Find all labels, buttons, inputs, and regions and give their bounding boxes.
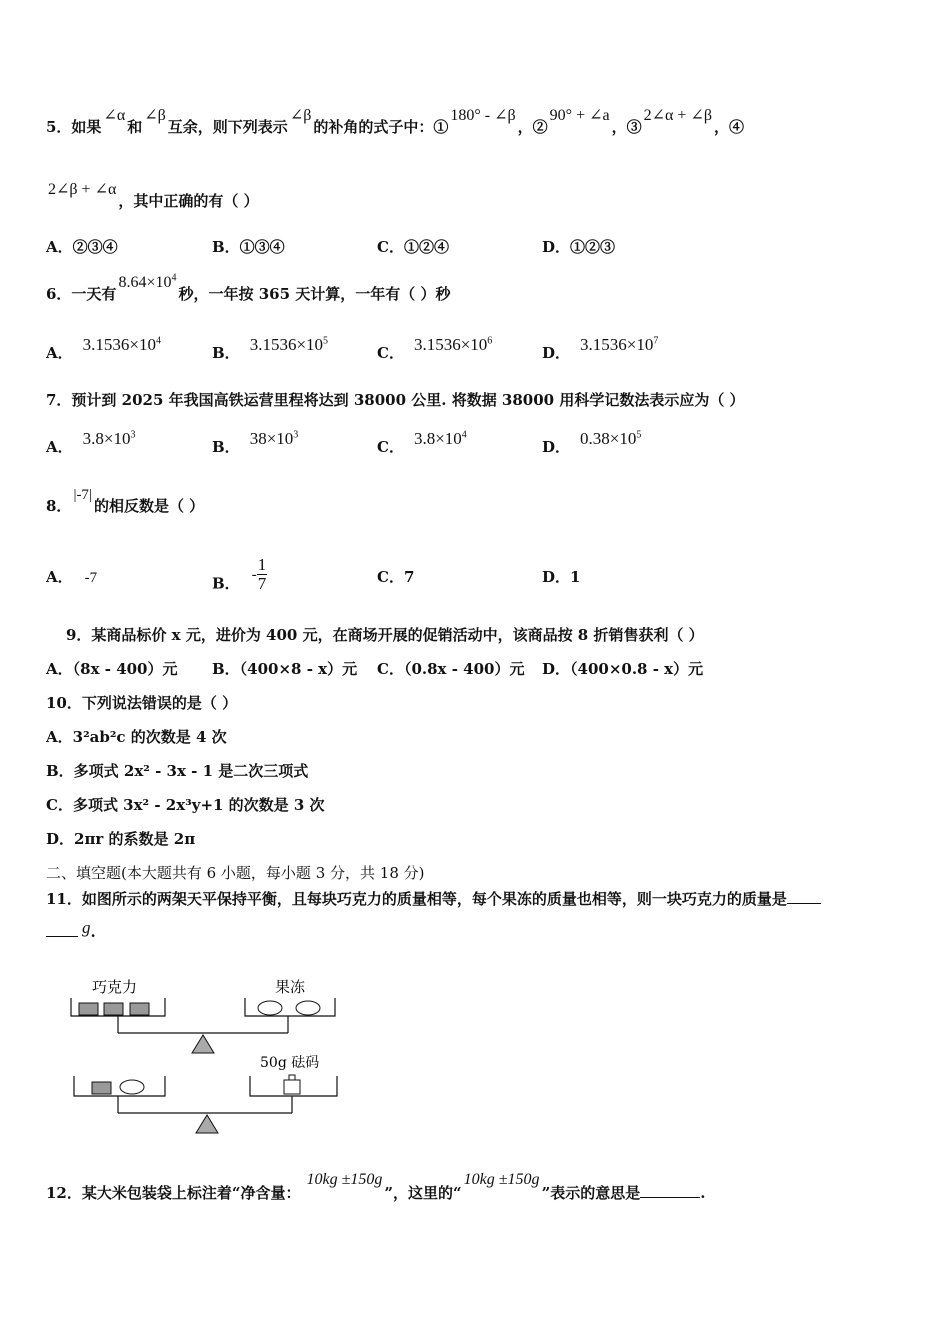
q10-text: 10．下列说法错误的是（ ） bbox=[46, 694, 238, 712]
q5-sep4: ，④ bbox=[713, 118, 744, 136]
q7-base-b: 38×10 bbox=[249, 429, 294, 448]
q6-exp-d: 7 bbox=[653, 335, 659, 347]
q9-text: 9．某商品标价 x 元，进价为 400 元，在商场开展的促销活动中，该商品按 8 折销售获利（ ） bbox=[66, 626, 704, 644]
weight-label: 50g 砝码 bbox=[260, 1055, 320, 1071]
jelly-1 bbox=[258, 1001, 282, 1015]
q7-value-a bbox=[83, 429, 136, 448]
q11-line2 bbox=[46, 918, 96, 942]
q7-base-c: 3.8×10 bbox=[413, 429, 462, 448]
q8-option-a[interactable] bbox=[46, 566, 97, 587]
q5-option-c[interactable]: C．①②④ bbox=[377, 238, 449, 256]
q7-option-c[interactable] bbox=[377, 429, 467, 457]
q7-option-d[interactable] bbox=[542, 429, 642, 457]
q7-base-d: 0.38×10 bbox=[580, 429, 637, 448]
jelly-3 bbox=[120, 1080, 144, 1094]
q8-line bbox=[46, 487, 205, 516]
q6-base-a: 3.1536×10 bbox=[82, 335, 156, 354]
q7-value-b bbox=[250, 429, 299, 448]
q8-label-b: B． bbox=[212, 574, 240, 593]
q6-number: 6．一天有 bbox=[46, 285, 117, 303]
q5-expr3: 2∠α + ∠β bbox=[643, 107, 712, 124]
q6-exp-a: 4 bbox=[155, 335, 161, 347]
angle-alpha: ∠α bbox=[103, 107, 126, 124]
q12-expr-2: 10kg ±150g bbox=[463, 1171, 540, 1188]
q5-option-a[interactable]: A．②③④ bbox=[46, 238, 118, 256]
chocolate-2 bbox=[104, 1003, 123, 1015]
q6-option-d[interactable] bbox=[542, 335, 659, 363]
q6-base-b: 3.1536×10 bbox=[249, 335, 324, 354]
angle-beta-2: ∠β bbox=[289, 107, 312, 124]
q8-label-a: A． bbox=[46, 568, 73, 586]
q5-expr1: 180° - ∠β bbox=[450, 107, 516, 124]
chocolate-label: 巧克力 bbox=[92, 978, 138, 996]
q6-value-b bbox=[250, 335, 328, 354]
q7-option-a[interactable] bbox=[46, 429, 136, 457]
q7-option-b[interactable] bbox=[212, 429, 299, 457]
q5-sep3: ，③ bbox=[611, 118, 642, 136]
q8-value-b-fraction bbox=[257, 556, 268, 593]
q7-label-d: D． bbox=[542, 438, 571, 456]
q6-expr bbox=[118, 274, 176, 291]
q6-option-b[interactable] bbox=[212, 335, 329, 363]
q11-unit: g bbox=[82, 918, 91, 937]
q8-number: 8． bbox=[46, 497, 72, 515]
q11-blank-2[interactable] bbox=[46, 924, 78, 937]
q9-option-b[interactable]: B．（400×8 - x）元 bbox=[212, 660, 358, 678]
chocolate-1 bbox=[79, 1003, 98, 1015]
q7-value-c bbox=[414, 429, 467, 448]
q8-tail: 的相反数是（ ） bbox=[93, 497, 205, 515]
q12-text3: ”表示的意思是 bbox=[541, 1184, 641, 1202]
q7-value-d bbox=[580, 429, 641, 448]
q8-abs-expr: |-7| bbox=[73, 487, 92, 503]
q11-line1 bbox=[46, 888, 821, 909]
q8-value-a: -7 bbox=[84, 570, 98, 586]
q6-exp-b: 5 bbox=[323, 335, 329, 347]
q6-value-d bbox=[580, 335, 658, 354]
balance-figure bbox=[60, 970, 350, 1145]
q5-option-b[interactable]: B．①③④ bbox=[212, 238, 285, 256]
q8-option-d[interactable] bbox=[542, 566, 580, 587]
q12-text1: 12．某大米包装袋上标注着“净含量： bbox=[46, 1184, 301, 1202]
q6-label-a: A． bbox=[46, 344, 73, 362]
q5-text1: 互余，则下列表示 bbox=[167, 118, 288, 136]
q6-tail: 秒，一年按 365 天计算，一年有（ ）秒 bbox=[178, 285, 451, 303]
q6-expr-base: 8.64×10 bbox=[118, 274, 172, 291]
q7-text: 7．预计到 2025 年我国高铁运营里程将达到 38000 公里. 将数据 38000 用科学记数法表示应为（ ） bbox=[46, 391, 745, 409]
q6-label-b: B． bbox=[212, 344, 240, 362]
q11-end: . bbox=[90, 923, 96, 941]
section-2-heading: 二、填空题(本大题共有 6 小题，每小题 3 分，共 18 分) bbox=[46, 864, 425, 882]
q10-option-c[interactable]: C．多项式 3x² - 2x³y+1 的次数是 3 次 bbox=[46, 796, 325, 814]
q6-option-c[interactable] bbox=[377, 335, 493, 363]
angle-beta: ∠β bbox=[144, 107, 166, 124]
q7-exp-c: 4 bbox=[461, 429, 467, 441]
q11-blank-1[interactable] bbox=[787, 891, 821, 904]
q5-option-d[interactable]: D．①②③ bbox=[542, 238, 616, 256]
q5-and: 和 bbox=[127, 118, 143, 136]
chocolate-3 bbox=[130, 1003, 149, 1015]
q7-exp-d: 5 bbox=[636, 429, 642, 441]
q10-option-d[interactable]: D．2πr 的系数是 2π bbox=[46, 830, 196, 848]
q7-exp-a: 3 bbox=[130, 429, 136, 441]
weight-handle bbox=[289, 1075, 295, 1080]
weight-block bbox=[284, 1080, 300, 1094]
q6-label-c: C． bbox=[377, 344, 404, 362]
chocolate-4 bbox=[92, 1082, 111, 1094]
q6-label-d: D． bbox=[542, 344, 571, 362]
q9-option-a[interactable]: A．（8x - 400）元 bbox=[46, 660, 178, 678]
q10-option-b[interactable]: B．多项式 2x² - 3x - 1 是二次三项式 bbox=[46, 762, 309, 780]
q5-line1 bbox=[46, 107, 744, 137]
q8-value-d: 1 bbox=[570, 568, 581, 586]
q8-label-c: C． bbox=[377, 568, 404, 586]
q5-sep2: ，② bbox=[517, 118, 548, 136]
q6-option-a[interactable] bbox=[46, 335, 161, 363]
fulcrum-2 bbox=[196, 1115, 218, 1133]
q5-expr4: 2∠β + ∠α bbox=[48, 181, 117, 198]
fulcrum-1 bbox=[192, 1035, 214, 1053]
q5-text2: 的补角的式子中：① bbox=[313, 118, 449, 136]
q8-option-b[interactable] bbox=[212, 555, 267, 603]
pan-left-2 bbox=[74, 1076, 165, 1096]
q7-base-a: 3.8×10 bbox=[82, 429, 131, 448]
q5-number: 5．如果 bbox=[46, 118, 102, 136]
jelly-2 bbox=[296, 1001, 320, 1015]
q12-expr: 10kg ±150g bbox=[306, 1171, 383, 1188]
q8-value-c: 7 bbox=[403, 568, 415, 586]
q7-exp-b: 3 bbox=[293, 429, 299, 441]
q6-expr-exp: 4 bbox=[171, 272, 177, 284]
q12-blank[interactable] bbox=[640, 1185, 700, 1198]
q7-label-b: B． bbox=[212, 438, 240, 456]
q7-label-c: C． bbox=[377, 438, 404, 456]
q8-label-d: D． bbox=[542, 568, 571, 586]
q8-value-b-sign: - bbox=[251, 566, 257, 583]
q6-value-c bbox=[414, 335, 492, 354]
q7-label-a: A． bbox=[46, 438, 73, 456]
q11-text: 11．如图所示的两架天平保持平衡，且每块巧克力的质量相等，每个果冻的质量也相等，则一块巧克力的质量是 bbox=[46, 890, 787, 908]
q6-value-a bbox=[83, 335, 161, 354]
q6-exp-c: 6 bbox=[487, 335, 493, 347]
q5-line2 bbox=[46, 181, 259, 211]
q12-line bbox=[46, 1171, 706, 1203]
q5-tail: ，其中正确的有（ ） bbox=[118, 192, 259, 210]
q6-base-c: 3.1536×10 bbox=[413, 335, 488, 354]
q8-fraction-numerator: 1 bbox=[257, 555, 267, 574]
q9-option-c[interactable]: C．（0.8x - 400）元 bbox=[377, 660, 525, 678]
q8-fraction-denominator: 7 bbox=[257, 574, 267, 593]
q8-option-c[interactable] bbox=[377, 566, 414, 587]
q5-expr2: 90° + ∠a bbox=[549, 107, 610, 124]
jelly-label: 果冻 bbox=[275, 978, 306, 996]
q10-option-a[interactable]: A．3²ab²c 的次数是 4 次 bbox=[46, 728, 227, 746]
q12-text2: ”，这里的“ bbox=[384, 1184, 462, 1202]
q12-end: . bbox=[700, 1184, 706, 1202]
q6-base-d: 3.1536×10 bbox=[580, 335, 654, 354]
q9-option-d[interactable]: D．（400×0.8 - x）元 bbox=[542, 660, 704, 678]
